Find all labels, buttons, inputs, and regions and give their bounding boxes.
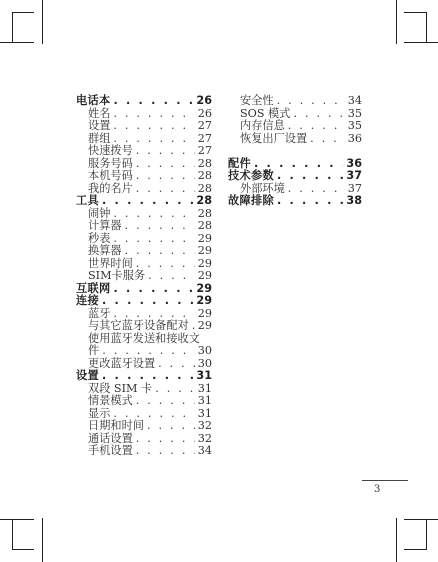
toc-section-entry[interactable] (76, 245, 212, 258)
toc-page-number: 36 (347, 131, 362, 145)
toc-dot-leader (125, 245, 195, 258)
crop-mark (42, 518, 43, 562)
toc-section-entry[interactable] (76, 445, 212, 458)
toc-entry-label: 世界时间 (88, 256, 133, 270)
toc-dot-leader (125, 220, 195, 233)
page-number: 3 (374, 484, 381, 495)
toc-page-number: 28 (197, 156, 212, 170)
toc-entry-label: 日期和时间 (88, 419, 144, 432)
toc-dot-leader (147, 420, 195, 433)
toc-section-entry[interactable] (228, 95, 362, 108)
toc-dot-leader (155, 383, 195, 396)
toc-entry-label: 工具 (76, 194, 99, 207)
toc-entry-label: 更改蓝牙设置 (88, 356, 156, 370)
toc-entry-label: 连接 (76, 294, 99, 307)
toc-entry-label: 内存信息 (240, 119, 285, 132)
toc-page-number: 30 (197, 356, 212, 370)
toc-page-number: 32 (197, 431, 212, 445)
toc-dot-leader (113, 95, 193, 108)
toc-dot-leader (277, 170, 343, 183)
toc-section-entry[interactable] (76, 270, 212, 283)
toc-entry-label: 外部环境 (240, 181, 285, 195)
crop-mark (404, 549, 426, 550)
toc-entry-label: 双段 SIM 卡 (88, 381, 153, 395)
toc-entry-label: 秒表 (88, 231, 111, 245)
crop-mark (12, 520, 13, 550)
crop-mark (12, 12, 34, 13)
toc-entry-label: 情景模式 (88, 394, 133, 407)
toc-entry-label: 群组 (88, 131, 111, 145)
toc-section-entry[interactable] (76, 170, 212, 183)
toc-entry-label: 故障排除 (228, 194, 274, 207)
toc-section-entry[interactable] (76, 420, 212, 433)
toc-page-number: 28 (196, 194, 212, 207)
toc-dot-leader (288, 183, 345, 196)
toc-page-number: 29 (197, 319, 212, 332)
toc-page-number: 26 (197, 106, 212, 120)
toc-page-number: 35 (347, 119, 362, 132)
toc-page-number: 31 (196, 369, 212, 382)
toc-entry-label: SOS 模式 (240, 106, 291, 120)
toc-entry-label: 快速拨号 (88, 144, 133, 157)
toc-chapter-entry[interactable] (228, 195, 362, 208)
toc-page-number: 29 (197, 231, 212, 245)
toc-dot-leader (136, 395, 195, 408)
toc-dot-leader (136, 183, 195, 196)
crop-mark (42, 0, 43, 44)
toc-page-number: 27 (197, 119, 212, 132)
crop-mark (396, 0, 397, 44)
toc-entry-label: 蓝牙 (88, 306, 111, 320)
toc-page-number: 31 (197, 406, 212, 420)
toc-entry-label: 电话本 (76, 94, 111, 107)
toc-entry-label: 服务号码 (88, 156, 133, 170)
toc-entry-label: 件 (88, 344, 100, 357)
toc-page-number: 28 (197, 206, 212, 220)
toc-dot-leader (113, 233, 194, 246)
toc-page-number: 27 (197, 144, 212, 157)
toc-page-number: 28 (197, 181, 212, 195)
toc-page-number: 34 (197, 444, 212, 457)
toc-page-number: 37 (347, 181, 362, 195)
toc-dot-leader (102, 295, 193, 308)
toc-page-number: 26 (196, 94, 212, 107)
toc-page-number: 31 (197, 381, 212, 395)
toc-entry-label: 显示 (88, 406, 111, 420)
toc-dot-leader (136, 145, 195, 158)
toc-dot-leader (277, 195, 343, 208)
crop-mark (404, 42, 438, 43)
toc-right-column (228, 95, 362, 208)
toc-section-entry[interactable] (76, 220, 212, 233)
toc-page-number: 29 (196, 294, 212, 307)
crop-mark (426, 520, 427, 550)
toc-page-number: 30 (197, 344, 212, 357)
toc-page-number: 27 (197, 131, 212, 145)
crop-mark (426, 12, 427, 42)
toc-page-number: 29 (197, 269, 212, 282)
toc-page-number: 29 (197, 306, 212, 320)
toc-page-number: 29 (197, 256, 212, 270)
toc-dot-leader (102, 195, 193, 208)
toc-chapter-entry[interactable] (228, 170, 362, 183)
toc-dot-leader (102, 370, 193, 383)
toc-dot-leader (113, 283, 193, 296)
toc-dot-leader (293, 108, 344, 121)
toc-entry-label: 技术参数 (228, 169, 274, 182)
toc-section-entry[interactable] (76, 120, 212, 133)
toc-chapter-entry[interactable] (76, 295, 212, 308)
toc-chapter-entry[interactable] (76, 370, 212, 383)
toc-spacer (228, 145, 362, 158)
toc-dot-leader (148, 270, 195, 283)
toc-page-number: 28 (197, 219, 212, 232)
toc-page-number: 28 (197, 169, 212, 182)
toc-entry-label: 使用蓝牙发送和接收文 (88, 331, 200, 345)
toc-entry-label: 通话设置 (88, 431, 133, 445)
toc-dot-leader (288, 120, 345, 133)
crop-mark (12, 12, 13, 42)
toc-page-number: 29 (197, 244, 212, 257)
toc-left-column (76, 95, 212, 458)
toc-dot-leader (310, 133, 345, 146)
toc-entry-label: 手机设置 (88, 444, 133, 457)
toc-section-entry[interactable] (76, 345, 212, 358)
toc-chapter-entry[interactable] (76, 195, 212, 208)
toc-entry-label: 设置 (88, 119, 111, 132)
toc-dot-leader (136, 158, 195, 171)
toc-page-number: 34 (347, 94, 362, 107)
crop-mark (0, 519, 34, 520)
toc-entry-label: 恢复出厂设置 (240, 131, 308, 145)
toc-entry-label: 与其它蓝牙设备配对 (88, 319, 189, 332)
crop-mark (12, 549, 34, 550)
toc-entry-label: SIM卡服务 (88, 269, 146, 282)
toc-chapter-entry[interactable] (76, 95, 212, 108)
crop-mark (404, 519, 438, 520)
toc-dot-leader (136, 445, 195, 458)
page-number-rule (362, 480, 408, 481)
toc-dot-leader (192, 320, 195, 333)
toc-entry-label: 姓名 (88, 106, 111, 120)
toc-entry-label: 闹钟 (88, 206, 111, 220)
toc-entry-label: 安全性 (240, 94, 274, 107)
crop-mark (396, 518, 397, 562)
toc-entry-label: 计算器 (88, 219, 122, 232)
toc-page-number: 35 (347, 106, 362, 120)
toc-page-number: 36 (346, 156, 362, 170)
toc-dot-leader (136, 170, 195, 183)
toc-page-number: 32 (197, 419, 212, 432)
toc-section-entry[interactable] (228, 120, 362, 133)
toc-entry-label: 配件 (228, 156, 251, 170)
toc-page-number: 31 (197, 394, 212, 407)
toc-section-entry[interactable] (76, 145, 212, 158)
toc-dot-leader (158, 358, 195, 371)
toc-dot-leader (113, 208, 194, 221)
toc-entry-label: 我的名片 (88, 181, 133, 195)
toc-entry-label: 本机号码 (88, 169, 133, 182)
toc-dot-leader (277, 95, 345, 108)
toc-dot-leader (113, 120, 194, 133)
toc-section-entry[interactable] (228, 133, 362, 146)
toc-dot-leader (136, 433, 195, 446)
toc-section-entry[interactable] (76, 395, 212, 408)
toc-entry-label: 设置 (76, 369, 99, 382)
crop-mark (0, 42, 34, 43)
toc-page-number: 29 (196, 281, 212, 295)
crop-mark (404, 12, 426, 13)
toc-entry-label: 互联网 (76, 281, 111, 295)
toc-dot-leader (113, 108, 194, 121)
toc-entry-label: 换算器 (88, 244, 122, 257)
toc-page-number: 38 (346, 194, 362, 207)
toc-dot-leader (102, 345, 195, 358)
toc-section-entry[interactable] (76, 320, 212, 333)
toc-page-number: 37 (346, 169, 362, 182)
